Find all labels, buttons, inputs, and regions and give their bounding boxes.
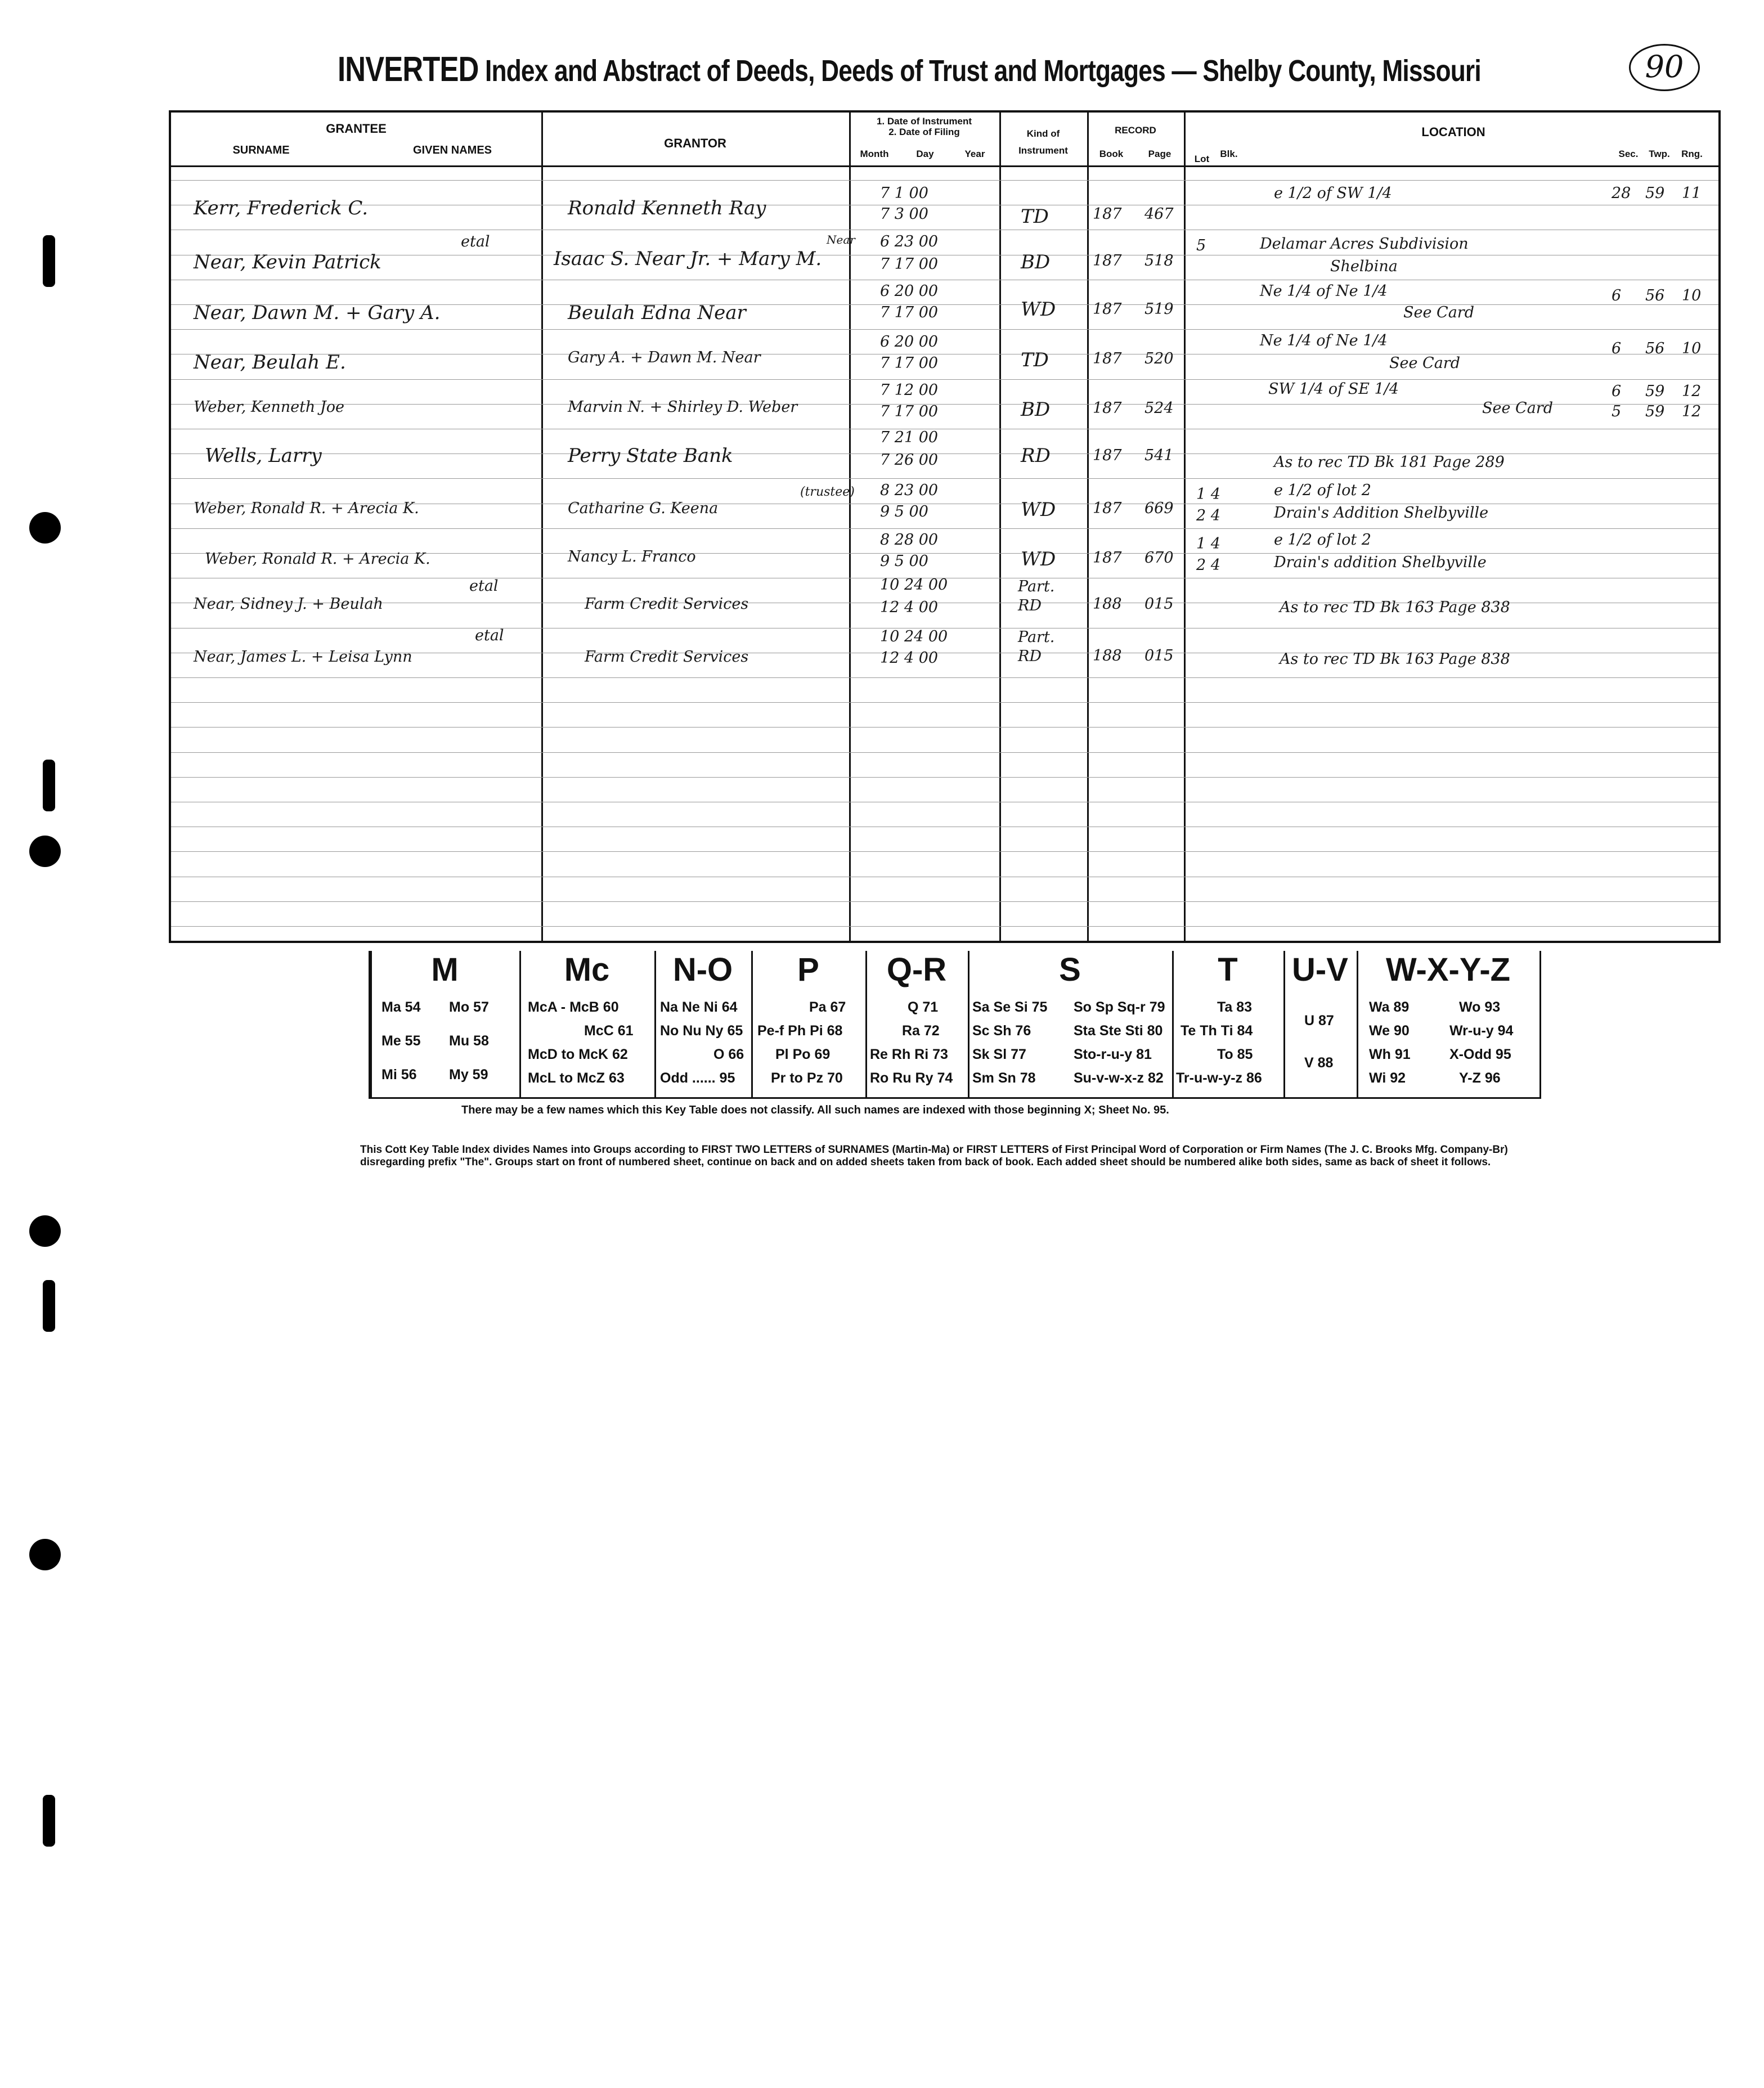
location-sec: 6 [1612,383,1622,400]
key-entry: Q 71 [908,999,939,1015]
location-lot: 1 4 2 4 [1196,535,1220,574]
key-entry: Sm Sn 78 [972,1070,1036,1086]
date-instrument: 7 21 00 [880,429,939,446]
key-entry: To 85 [1217,1047,1253,1062]
location-sec: 5 [1612,403,1622,420]
row-rule [171,752,1718,753]
record-page: 015 [1144,647,1174,664]
date-instrument: 7 1 00 [880,185,928,202]
location-description: e 1/2 of SW 1/4 [1274,185,1392,202]
date-filing: 7 17 00 [880,403,939,420]
date-filing: 7 26 00 [880,451,939,469]
grantee-note: etal [469,577,499,595]
grantee-name: Near, Beulah E. [194,351,346,374]
date-instrument: 6 20 00 [880,333,939,351]
location-note: See Card [1403,304,1474,321]
header-year: Year [964,149,985,159]
header-twp: Twp. [1649,149,1670,159]
key-group-letter: W-X-Y-Z [1385,951,1511,988]
record-page: 669 [1144,500,1174,517]
row-rule [171,702,1718,703]
binder-hole [29,836,61,867]
binder-slot [43,760,55,811]
grantor-name: Isaac S. Near Jr. + Mary M. [554,248,822,270]
location-note: See Card [1482,399,1553,417]
header-book: Book [1099,149,1124,159]
page-title [338,50,1481,89]
key-entry: Wh 91 [1369,1047,1411,1062]
column-divider [541,113,543,941]
record-book: 187 [1093,300,1122,318]
key-entry: Me 55 [381,1033,421,1049]
grantee-note: etal [461,233,490,250]
header-sec: Sec. [1618,149,1639,159]
location-rng: 11 [1682,185,1702,202]
binder-slot [43,235,55,287]
location-description: Ne 1/4 of Ne 1/4 [1260,332,1388,349]
instrument-kind: BD [1021,251,1051,273]
location-town: Shelbina [1330,258,1398,275]
page-number: 90 [1629,44,1700,91]
instrument-kind: BD [1021,398,1051,421]
key-entry: Odd ...... 95 [660,1070,735,1086]
record-page: 015 [1144,595,1174,613]
grantee-note: etal [475,627,504,644]
record-page: 467 [1144,205,1174,223]
key-entry: Su-v-w-x-z 82 [1074,1070,1164,1086]
date-instrument: 10 24 00 [880,576,948,594]
binder-slot [43,1795,55,1847]
header-record: RECORD [1115,125,1156,136]
grantee-name: Weber, Ronald R. + Arecia K. [194,500,419,517]
record-book: 188 [1093,595,1122,613]
location-description: Delamar Acres Subdivision [1260,235,1469,253]
record-page: 518 [1144,252,1174,270]
key-entry: Mu 58 [449,1033,489,1049]
instrument-kind: WD [1021,548,1056,571]
record-book: 187 [1093,549,1122,567]
location-note: See Card [1389,354,1460,372]
date-instrument: 6 20 00 [880,282,939,300]
date-instrument: 6 23 00 [880,233,939,250]
row-rule [171,180,1718,181]
key-entry: Sta Ste Sti 80 [1074,1023,1163,1039]
key-entry: We 90 [1369,1023,1410,1039]
header-rng: Rng. [1681,149,1703,159]
header-instrument: Instrument [1018,145,1068,156]
header-grantee: GRANTEE [326,122,387,136]
grantee-name: Weber, Kenneth Joe [194,398,344,416]
location-twp: 56 [1645,287,1665,304]
grantor-name: Catharine G. Keena [568,500,719,517]
header-kind: Kind of [1026,128,1060,139]
location-twp: 59 [1645,185,1665,202]
record-book: 187 [1093,500,1122,517]
key-entry: McA - McB 60 [528,999,619,1015]
record-page: 520 [1144,350,1174,367]
key-group-letter: N-O [672,951,733,988]
location-lot: 1 4 2 4 [1196,486,1220,524]
footer-note: This Cott Key Table Index divides Names into Groups according to FIRST TWO LETTERS of SURNAMES (Martin-Ma) or FIRST LETTERS of First Principal Word of Corporation or Firm Names (The J. C. Brooks Mfg. Company-Br) disregarding prefix "The". Groups start on front of numbered sheet, continue on back and on added sheets taken from back of book. Each added sheet should be numbered alike both sides, same as back of sheet it follows. [360,1144,1508,1168]
grantor-name: Gary A. + Dawn M. Near [568,349,761,366]
key-entry: So Sp Sq-r 79 [1074,999,1165,1015]
key-entry: Te Th Ti 84 [1181,1023,1253,1039]
key-entry: Pa 67 [809,999,846,1015]
instrument-kind: RD [1021,444,1051,467]
header-day: Day [916,149,934,159]
key-entry: Wa 89 [1369,999,1410,1015]
grantee-name: Near, Sidney J. + Beulah [194,595,383,613]
record-page: 524 [1144,399,1174,417]
key-entry: Wi 92 [1369,1070,1406,1086]
key-entry: Wo 93 [1459,999,1501,1015]
date-filing: 12 4 00 [880,649,939,667]
grantor-note: (trustee) [800,485,855,499]
key-entry: Y-Z 96 [1459,1070,1501,1086]
grantor-name: Beulah Edna Near [568,302,746,324]
binder-hole [29,1539,61,1570]
record-book: 188 [1093,647,1122,664]
header-location: LOCATION [1421,125,1485,139]
row-rule [171,677,1718,678]
key-entry: Pe-f Ph Pi 68 [757,1023,843,1039]
date-instrument: 10 24 00 [880,628,948,645]
key-entry: O 66 [713,1047,744,1062]
column-divider [1087,113,1089,941]
header-month: Month [860,149,889,159]
key-group-letter: Q-R [886,951,947,988]
grantee-name: Near, James L. + Leisa Lynn [194,648,412,666]
key-entry: Ta 83 [1217,999,1253,1015]
grantee-name: Wells, Larry [205,444,322,467]
location-rng: 10 [1682,287,1702,304]
row-rule [171,926,1718,927]
key-group-letter: T [1218,951,1238,988]
grantor-name: Perry State Bank [568,444,733,467]
row-rule [171,777,1718,778]
location-rng: 10 [1682,340,1702,357]
location-twp: 59 [1645,383,1665,400]
location-note: As to rec TD Bk 163 Page 838 [1280,599,1510,616]
binder-hole [29,1215,61,1247]
grantor-name: Ronald Kenneth Ray [568,197,766,219]
header-surname: SURNAME [232,144,290,156]
location-description: e 1/2 of lot 2 [1274,531,1371,549]
grantee-name: Near, Dawn M. + Gary A. [194,302,441,324]
location-note: As to rec TD Bk 181 Page 289 [1274,453,1505,471]
instrument-kind: WD [1021,298,1056,321]
key-entry: Wr-u-y 94 [1449,1023,1514,1039]
key-entry: Tr-u-w-y-z 86 [1176,1070,1262,1086]
location-description: e 1/2 of lot 2 [1274,482,1371,499]
record-book: 187 [1093,447,1122,464]
location-lot: 5 [1196,237,1206,254]
location-sec: 6 [1612,287,1622,304]
title-inverted: INVERTED [338,50,479,89]
location-town: Drain's Addition Shelbyville [1274,504,1489,522]
grantor-name: Farm Credit Services [585,648,749,666]
record-page: 541 [1144,447,1174,464]
key-entry: My 59 [449,1067,488,1083]
column-divider [999,113,1001,941]
grantor-note: Near [827,233,855,246]
key-entry: Ra 72 [902,1023,940,1039]
location-sec: 28 [1612,185,1631,202]
record-book: 187 [1093,205,1122,223]
key-group-letter: M [431,951,459,988]
key-entry: No Nu Ny 65 [660,1023,743,1039]
record-book: 187 [1093,399,1122,417]
location-note: As to rec TD Bk 163 Page 838 [1280,650,1510,668]
row-rule [171,851,1718,852]
date-filing: 7 17 00 [880,354,939,372]
instrument-kind: WD [1021,499,1056,521]
date-filing: 7 17 00 [880,255,939,273]
location-town: Drain's addition Shelbyville [1274,554,1487,571]
key-entry: V 88 [1304,1055,1334,1071]
location-sec: 6 [1612,340,1622,357]
binder-hole [29,512,61,544]
header-grantor: GRANTOR [664,136,726,150]
title-rest: Index and Abstract of Deeds, Deeds of Trust and Mortgages — Shelby County, Missouri [484,54,1481,88]
key-group-letter: P [797,951,819,988]
date-filing: 9 5 00 [880,503,928,520]
key-entry: McC 61 [584,1023,634,1039]
row-rule [171,379,1718,380]
key-entry: Sto-r-u-y 81 [1074,1047,1152,1062]
ledger-table [169,110,1721,943]
location-description: SW 1/4 of SE 1/4 [1268,380,1399,398]
header-date-line1: 1. Date of Instrument [876,116,972,127]
header-given-names: GIVEN NAMES [412,144,492,156]
key-entry: Sa Se Si 75 [972,999,1048,1015]
grantor-name: Farm Credit Services [585,595,749,613]
record-book: 187 [1093,350,1122,367]
date-filing: 12 4 00 [880,599,939,616]
binder-slot [43,1280,55,1332]
grantee-name: Near, Kevin Patrick [194,251,381,273]
key-entry: McL to McZ 63 [528,1070,625,1086]
key-entry: McD to McK 62 [528,1047,628,1062]
header-blk: Blk. [1220,149,1238,159]
date-instrument: 7 12 00 [880,381,939,399]
key-table [369,951,1541,1099]
key-entry: Re Rh Ri 73 [870,1047,948,1062]
location-twp: 56 [1645,340,1665,357]
header-rule [171,165,1718,167]
row-rule [171,727,1718,728]
record-page: 519 [1144,300,1174,318]
grantor-name: Nancy L. Franco [568,548,696,565]
key-table-note: There may be a few names which this Key Table does not classify. All such names are indexed with those beginning X; Sheet No. 95. [461,1104,1169,1116]
key-entry: Na Ne Ni 64 [660,999,738,1015]
key-entry: Sc Sh 76 [972,1023,1031,1039]
location-rng: 12 [1682,383,1702,400]
header-date-line2: 2. Date of Filing [888,127,960,137]
column-divider [1184,113,1186,941]
key-entry: U 87 [1304,1013,1334,1029]
location-description: Ne 1/4 of Ne 1/4 [1260,282,1388,300]
location-rng: 12 [1682,403,1702,420]
date-filing: 7 3 00 [880,205,928,223]
instrument-kind: TD [1021,205,1049,228]
location-twp: 59 [1645,403,1665,420]
key-entry: Mo 57 [449,999,489,1015]
instrument-kind: TD [1021,349,1049,371]
row-rule [171,478,1718,479]
grantor-name: Marvin N. + Shirley D. Weber [568,398,798,416]
record-page: 670 [1144,549,1174,567]
key-entry: Ma 54 [381,999,421,1015]
header-page: Page [1148,149,1171,159]
instrument-kind: Part. RD [1018,628,1055,665]
key-group-letter: Mc [564,951,610,988]
key-entry: Sk Sl 77 [972,1047,1026,1062]
key-entry: X-Odd 95 [1449,1047,1511,1062]
grantee-name: Kerr, Frederick C. [194,197,369,219]
row-rule [171,528,1718,529]
key-group-letter: S [1059,951,1081,988]
date-instrument: 8 23 00 [880,482,939,499]
key-entry: Pr to Pz 70 [771,1070,843,1086]
row-rule [171,329,1718,330]
key-entry: Ro Ru Ry 74 [870,1070,953,1086]
instrument-kind: Part. RD [1018,578,1055,614]
header-lot: Lot [1194,154,1210,164]
grantee-name: Weber, Ronald R. + Arecia K. [205,550,430,568]
date-filing: 9 5 00 [880,553,928,570]
key-entry: Pl Po 69 [775,1047,831,1062]
key-entry: Mi 56 [381,1067,417,1083]
key-group-letter: U-V [1292,951,1348,988]
date-filing: 7 17 00 [880,304,939,321]
date-instrument: 8 28 00 [880,531,939,549]
record-book: 187 [1093,252,1122,270]
row-rule [171,901,1718,902]
